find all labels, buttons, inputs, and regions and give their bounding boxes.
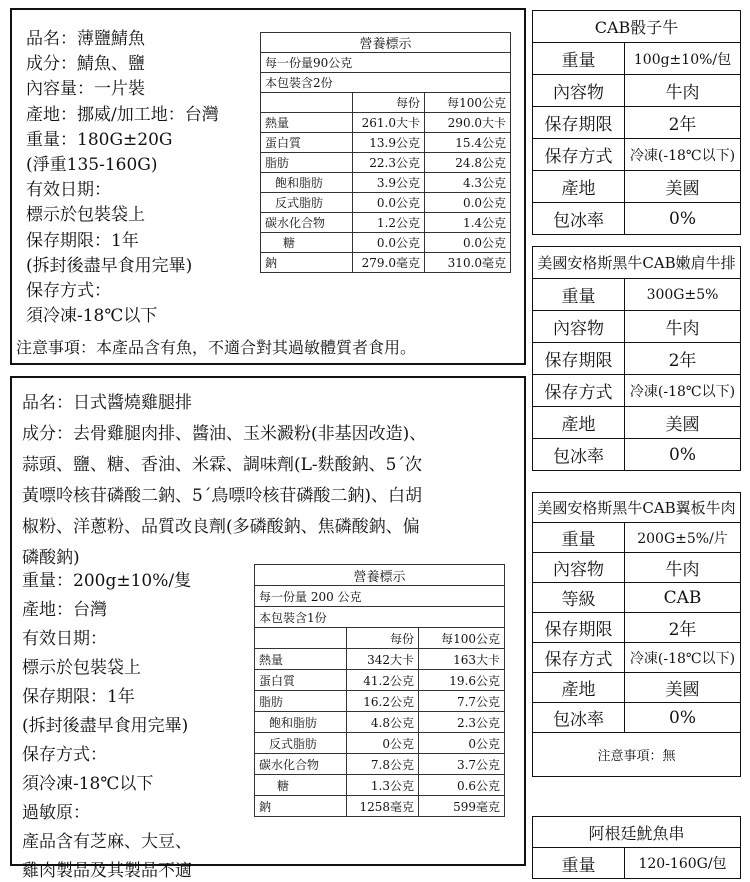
- spec-row: [533, 343, 741, 375]
- chicken-info-line: 過敏原：: [22, 803, 90, 823]
- nutrition-per-100g-value: 15.4公克: [425, 133, 511, 153]
- nutrition-title: 營養標示: [261, 33, 511, 53]
- spec-row: [533, 171, 741, 203]
- nutrition-per-serving-value: 0公克: [347, 733, 419, 754]
- spec-label: 等級: [533, 583, 625, 613]
- nutrition-item-name: 蛋白質: [261, 133, 353, 153]
- chicken-info-line: 重量：200g±10%/隻: [22, 571, 192, 591]
- spec-value: 牛肉: [625, 553, 741, 583]
- mackerel-info-line: 產地：挪威/加工地：台灣: [26, 104, 219, 125]
- spec-row: [533, 407, 741, 439]
- spec-row: [533, 673, 741, 703]
- spec-value: 牛肉: [625, 311, 741, 343]
- spec-value: CAB: [625, 583, 741, 613]
- chicken-info-line: 保存方式：: [22, 745, 107, 765]
- spec-title: 美國安格斯黑牛CAB翼板牛肉: [533, 493, 741, 523]
- beef-shoulder-spec-table: [532, 246, 741, 471]
- spec-value: 120-160G/包: [625, 848, 741, 879]
- spec-label: 重量: [533, 43, 625, 75]
- nutrition-header-blank: [261, 93, 353, 113]
- beef-cube-spec-table: [532, 10, 741, 235]
- spec-value: 冷凍(-18℃以下): [625, 139, 741, 171]
- spec-label: 產地: [533, 407, 625, 439]
- spec-row: [533, 311, 741, 343]
- chicken-info-line: 有效日期：: [22, 629, 107, 649]
- mackerel-info-line: 須冷凍-18℃以下: [26, 306, 158, 327]
- mackerel-info-line: 重量：180G±20G: [26, 129, 173, 150]
- spec-row: [533, 553, 741, 583]
- nutrition-item-name: 糖: [261, 233, 353, 253]
- mackerel-info-line: (拆封後盡早食用完畢): [26, 255, 193, 276]
- nutrition-per-100g-value: 2.3公克: [419, 712, 505, 733]
- chicken-info-line: 保存期限：1年: [22, 687, 135, 707]
- nutrition-item-name: 蛋白質: [255, 670, 347, 691]
- nutrition-row: [255, 754, 505, 775]
- nutrition-item-name: 熱量: [255, 649, 347, 670]
- spec-title: 阿根廷魷魚串: [533, 817, 741, 848]
- nutrition-per-serving-value: 4.8公克: [347, 712, 419, 733]
- spec-label: 保存方式: [533, 375, 625, 407]
- spec-row: [533, 43, 741, 75]
- spec-label: 產地: [533, 171, 625, 203]
- spec-value: 0%: [625, 703, 741, 733]
- nutrition-per-100g-value: 0.0公克: [425, 233, 511, 253]
- mackerel-info-line: 成分：鯖魚、鹽: [26, 54, 145, 75]
- spec-row: [533, 203, 741, 235]
- chicken-info-line: (拆封後盡早食用完畢): [22, 716, 189, 736]
- nutrition-row: [255, 712, 505, 733]
- nutrition-per-100g-value: 0.0公克: [425, 193, 511, 213]
- nutrition-per-serving-value: 0.0公克: [353, 233, 425, 253]
- chicken-ingredient-line: 椒粉、洋蔥粉、品質改良劑(多磷酸鈉、焦磷酸鈉、偏: [22, 517, 420, 537]
- chicken-nutrition-table: [254, 564, 505, 817]
- nutrition-per-serving-value: 1.3公克: [347, 775, 419, 796]
- spec-label: 保存期限: [533, 613, 625, 643]
- nutrition-per-serving-value: 1258毫克: [347, 796, 419, 817]
- spec-label: 重量: [533, 523, 625, 553]
- chicken-ingredient-line: 黃嘌呤核苷磷酸二鈉、5ˊ鳥嘌呤核苷磷酸二鈉)、白胡: [22, 486, 422, 506]
- spec-row: [533, 439, 741, 471]
- spec-label: 保存方式: [533, 139, 625, 171]
- spec-label: 保存期限: [533, 343, 625, 375]
- spec-row: [533, 523, 741, 553]
- spec-label: 內容物: [533, 553, 625, 583]
- nutrition-per-serving-value: 279.0毫克: [353, 253, 425, 273]
- nutrition-title: 營養標示: [255, 565, 505, 586]
- chicken-info-line: 產品含有芝麻、大豆、: [22, 832, 192, 852]
- nutrition-item-name: 飽和脂肪: [261, 173, 353, 193]
- mackerel-info-line: 標示於包裝袋上: [26, 205, 145, 226]
- chicken-info-line: 雞肉製品及其製品不適: [22, 861, 192, 881]
- nutrition-item-name: 反式脂肪: [255, 733, 347, 754]
- spec-label: 包冰率: [533, 439, 625, 471]
- mackerel-note: 注意事項：本產品含有魚，不適合對其過敏體質者食用。: [16, 338, 417, 357]
- nutrition-row: [255, 796, 505, 817]
- spec-row: [533, 703, 741, 733]
- spec-title: CAB骰子牛: [533, 11, 741, 43]
- spec-value: 美國: [625, 171, 741, 203]
- spec-row: [533, 75, 741, 107]
- spec-value: 0%: [625, 203, 741, 235]
- nutrition-per-100g-value: 3.7公克: [419, 754, 505, 775]
- nutrition-item-name: 脂肪: [261, 153, 353, 173]
- nutrition-serving: 每一份量90公克: [261, 53, 511, 73]
- nutrition-per-100g-value: 0公克: [419, 733, 505, 754]
- nutrition-item-name: 鈉: [255, 796, 347, 817]
- chicken-info-line: 產地：台灣: [22, 600, 107, 620]
- spec-value: 冷凍(-18℃以下): [625, 643, 741, 673]
- spec-row: [533, 279, 741, 311]
- spec-value: 2年: [625, 107, 741, 139]
- nutrition-per-100g-value: 290.0大卡: [425, 113, 511, 133]
- nutrition-per-serving-value: 41.2公克: [347, 670, 419, 691]
- chicken-info-line: 須冷凍-18℃以下: [22, 774, 154, 794]
- spec-label: 包冰率: [533, 203, 625, 235]
- nutrition-serving: 每一份量 200 公克: [255, 586, 505, 607]
- spec-value: 牛肉: [625, 75, 741, 107]
- mackerel-label: [10, 8, 526, 365]
- nutrition-col-per-serving: 每份: [353, 93, 425, 113]
- spec-row: [533, 375, 741, 407]
- nutrition-row: [255, 649, 505, 670]
- spec-label: 保存方式: [533, 643, 625, 673]
- nutrition-per-serving-value: 1.2公克: [353, 213, 425, 233]
- nutrition-per-100g-value: 4.3公克: [425, 173, 511, 193]
- nutrition-col-per-100g: 每100公克: [425, 93, 511, 113]
- nutrition-per-100g-value: 19.6公克: [419, 670, 505, 691]
- nutrition-row: [261, 113, 511, 133]
- nutrition-item-name: 糖: [255, 775, 347, 796]
- chicken-ingredient-line: 成分：去骨雞腿肉排、醬油、玉米澱粉(非基因改造)、: [22, 424, 427, 444]
- mackerel-info-line: 保存方式：: [26, 281, 111, 301]
- spec-row: [533, 583, 741, 613]
- nutrition-row: [255, 670, 505, 691]
- nutrition-item-name: 飽和脂肪: [255, 712, 347, 733]
- nutrition-row: [255, 775, 505, 796]
- nutrition-per-100g-value: 599毫克: [419, 796, 505, 817]
- nutrition-per-serving-value: 22.3公克: [353, 153, 425, 173]
- spec-value: 美國: [625, 673, 741, 703]
- nutrition-item-name: 反式脂肪: [261, 193, 353, 213]
- nutrition-row: [261, 193, 511, 213]
- chicken-info-line: 標示於包裝袋上: [22, 658, 141, 678]
- spec-value: 2年: [625, 613, 741, 643]
- nutrition-per-serving-value: 7.8公克: [347, 754, 419, 775]
- nutrition-col-per-serving: 每份: [347, 628, 419, 649]
- spec-label: 重量: [533, 848, 625, 879]
- nutrition-row: [261, 173, 511, 193]
- nutrition-header-blank: [255, 628, 347, 649]
- nutrition-per-serving-value: 16.2公克: [347, 691, 419, 712]
- mackerel-nutrition-table: [260, 32, 511, 273]
- spec-row: [533, 107, 741, 139]
- nutrition-per-pack: 本包裝含1份: [255, 607, 505, 628]
- spec-value: 200G±5%/片: [625, 523, 741, 553]
- spec-note: 注意事項：無: [533, 733, 741, 777]
- spec-label: 包冰率: [533, 703, 625, 733]
- nutrition-row: [261, 253, 511, 273]
- spec-value: 美國: [625, 407, 741, 439]
- nutrition-item-name: 熱量: [261, 113, 353, 133]
- chicken-ingredient-line: 蒜頭、鹽、糖、香油、米霖、調味劑(L-麩酸鈉、5ˊ次: [22, 455, 422, 475]
- nutrition-per-serving-value: 261.0大卡: [353, 113, 425, 133]
- nutrition-item-name: 碳水化合物: [261, 213, 353, 233]
- spec-value: 100g±10%/包: [625, 43, 741, 75]
- nutrition-col-per-100g: 每100公克: [419, 628, 505, 649]
- nutrition-row: [261, 233, 511, 253]
- nutrition-per-serving-value: 0.0公克: [353, 193, 425, 213]
- chicken-ingredient-line: 品名：日式醬燒雞腿排: [22, 393, 192, 413]
- nutrition-per-100g-value: 24.8公克: [425, 153, 511, 173]
- squid-spec-table: [532, 816, 741, 879]
- nutrition-per-100g-value: 163大卡: [419, 649, 505, 670]
- spec-row: [533, 613, 741, 643]
- mackerel-info-line: 內容量：一片裝: [26, 79, 145, 100]
- spec-label: 產地: [533, 673, 625, 703]
- spec-value: 冷凍(-18℃以下): [625, 375, 741, 407]
- nutrition-item-name: 碳水化合物: [255, 754, 347, 775]
- mackerel-info-line: 保存期限：1年: [26, 230, 139, 251]
- nutrition-per-pack: 本包裝含2份: [261, 73, 511, 93]
- spec-value: 0%: [625, 439, 741, 471]
- nutrition-per-100g-value: 7.7公克: [419, 691, 505, 712]
- spec-label: 內容物: [533, 75, 625, 107]
- chicken-label: [10, 376, 526, 881]
- nutrition-per-100g-value: 0.6公克: [419, 775, 505, 796]
- spec-label: 保存期限: [533, 107, 625, 139]
- nutrition-per-serving-value: 3.9公克: [353, 173, 425, 193]
- nutrition-row: [261, 213, 511, 233]
- nutrition-row: [255, 691, 505, 712]
- nutrition-per-serving-value: 342大卡: [347, 649, 419, 670]
- spec-label: 重量: [533, 279, 625, 311]
- nutrition-row: [261, 153, 511, 173]
- spec-label: 內容物: [533, 311, 625, 343]
- spec-value: 2年: [625, 343, 741, 375]
- nutrition-item-name: 脂肪: [255, 691, 347, 712]
- beef-flat-spec-table: [532, 492, 741, 777]
- mackerel-info-line: 有效日期：: [26, 180, 111, 201]
- mackerel-info-line: 品名：薄鹽鯖魚: [26, 29, 145, 49]
- spec-row: [533, 139, 741, 171]
- spec-title: 美國安格斯黑牛CAB嫩肩牛排: [533, 247, 741, 279]
- nutrition-row: [261, 133, 511, 153]
- nutrition-item-name: 鈉: [261, 253, 353, 273]
- spec-row: [533, 643, 741, 673]
- mackerel-info-line: (淨重135-160G): [26, 155, 158, 175]
- nutrition-per-serving-value: 13.9公克: [353, 133, 425, 153]
- nutrition-row: [255, 733, 505, 754]
- chicken-ingredient-line: 磷酸鈉): [22, 548, 80, 568]
- spec-value: 300G±5%: [625, 279, 741, 311]
- nutrition-per-100g-value: 1.4公克: [425, 213, 511, 233]
- nutrition-per-100g-value: 310.0毫克: [425, 253, 511, 273]
